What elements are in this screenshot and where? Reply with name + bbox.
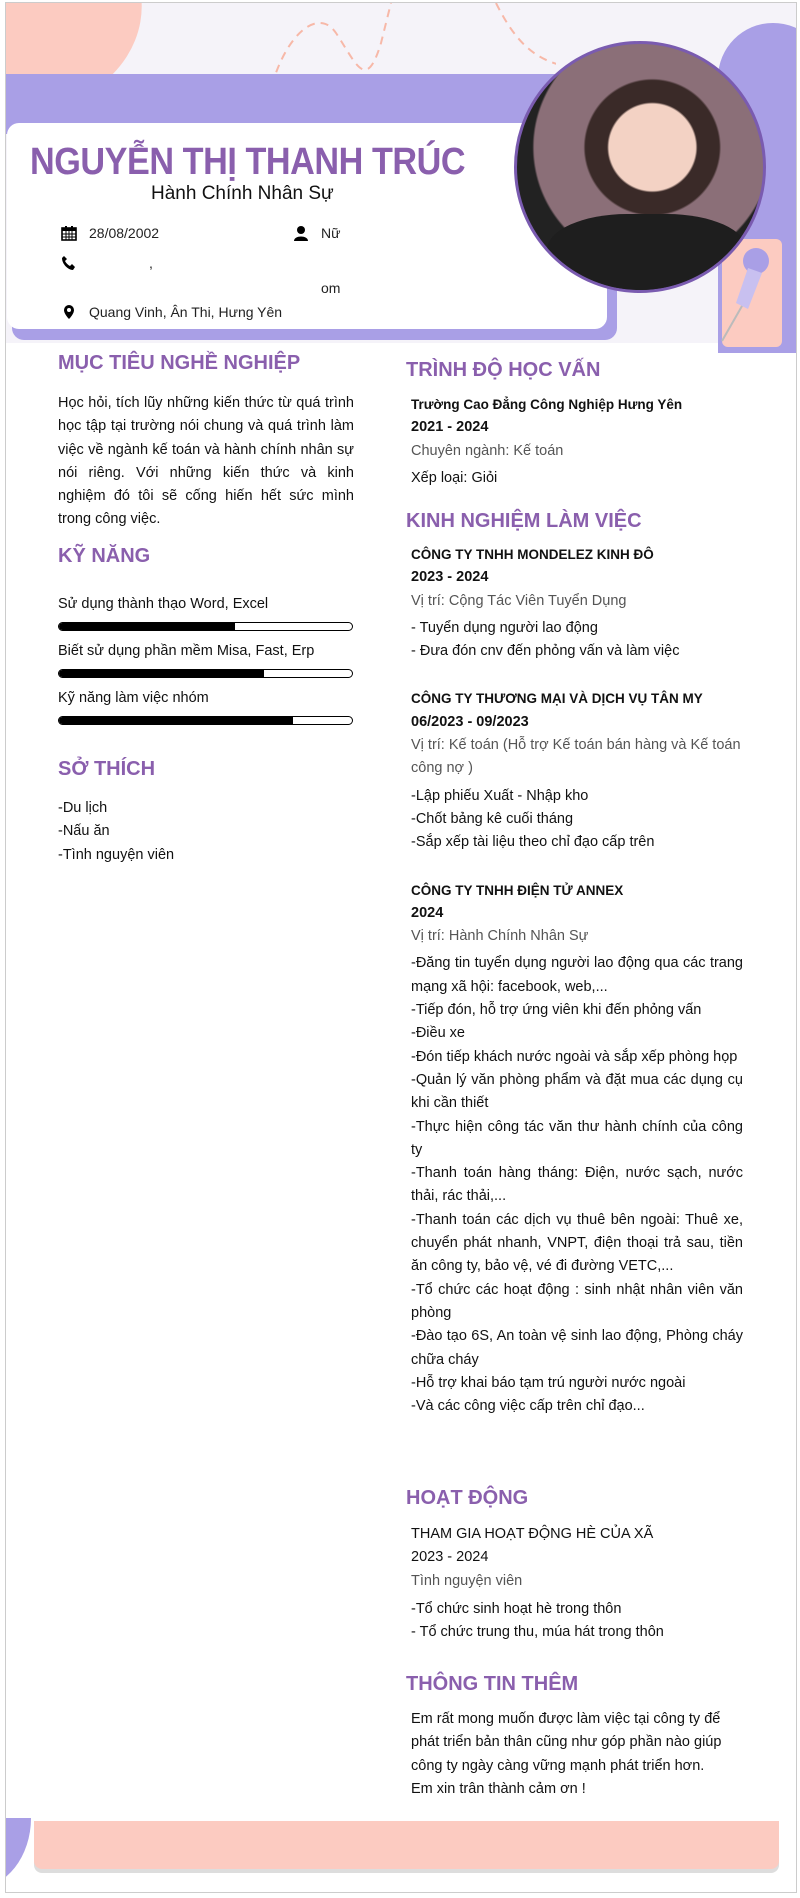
skill-bar — [58, 716, 353, 725]
job-task: -Quản lý văn phòng phẩm và đặt mua các dụng cụ khi cần thiết — [411, 1071, 743, 1112]
gender-value: Nữ — [321, 225, 341, 241]
job-task: -Thanh toán các dịch vụ thuê bên ngoài: Thuê xe, chuyển phát nhanh, VNPT, điện thoại trả sau, tiền ăn công ty, bảo vệ, vé đi đường VETC,... — [411, 1211, 743, 1275]
job-period: 06/2023 - 09/2023 — [411, 713, 529, 730]
experience-list — [411, 543, 743, 1418]
skills-heading: KỸ NĂNG — [58, 545, 151, 567]
objective-text: Học hỏi, tích lũy những kiến thức từ quá trình học tập tại trường nói chung và quá trình làm việc về ngành kế toán và hành chính nhân sự nói riêng. Với những kiến thức và kinh nghiệm đó tôi sẽ cống hiến hết sức mình trong công việc. — [58, 395, 354, 528]
job-entry — [411, 687, 743, 854]
job-entry — [411, 879, 743, 1419]
job-task: -Thực hiện công tác văn thư hành chính của công ty — [411, 1118, 743, 1158]
hobbies-heading: SỞ THÍCH — [58, 758, 156, 780]
activity-task: - Tổ chức trung thu, múa hát trong thôn — [411, 1624, 664, 1641]
phone-row — [61, 255, 153, 271]
job-position: Vị trí: Kế toán (Hỗ trợ Kế toán bán hàng và Kế toán công nợ ) — [411, 737, 741, 777]
job-task: - Đưa đón cnv đến phỏng vấn và làm việc — [411, 643, 680, 660]
job-task: -Hỗ trợ khai báo tạm trú người nước ngoài — [411, 1374, 686, 1391]
user-icon — [293, 225, 309, 241]
hobbies-list — [58, 797, 174, 867]
company-name: CÔNG TY TNHH MONDELEZ KINH ĐÔ — [411, 547, 654, 562]
education-rank: Xếp loại: Giỏi — [411, 469, 498, 486]
skill-label: Biết sử dụng phần mềm Misa, Fast, Erp — [58, 643, 315, 659]
skill-bar-fill — [59, 670, 264, 677]
gender-row — [293, 225, 340, 241]
activity-name: THAM GIA HOẠT ĐỘNG HÈ CỦA XÃ — [411, 1526, 654, 1542]
footer-purple-blob — [5, 1818, 31, 1888]
skill-bar-fill — [59, 717, 293, 724]
additional-text: Em rất mong muốn được làm việc tại công ty để phát triển bản thân cũng như góp phần nào giúp công ty ngày càng vững mạnh phát triển hơn. — [411, 1711, 722, 1774]
job-task: -Điều xe — [411, 1025, 465, 1042]
hobby-item: -Tình nguyện viên — [58, 846, 175, 863]
skill-label: Sử dụng thành thạo Word, Excel — [58, 596, 269, 612]
skill-bar-fill — [59, 623, 235, 630]
job-position: Vị trí: Hành Chính Nhân Sự — [411, 928, 589, 945]
additional-heading: THÔNG TIN THÊM — [406, 1673, 579, 1695]
job-task: -Sắp xếp tài liệu theo chỉ đạo cấp trên — [411, 834, 655, 851]
activity-entry — [411, 1523, 743, 1644]
activity-role: Tình nguyện viên — [411, 1572, 523, 1589]
job-title: Hành Chính Nhân Sự — [151, 183, 334, 204]
address-row — [61, 304, 282, 320]
calendar-icon — [61, 225, 77, 241]
job-task: -Và các công việc cấp trên chỉ đạo... — [411, 1398, 645, 1415]
activity-task: -Tổ chức sinh hoạt hè trong thôn — [411, 1600, 622, 1617]
email-value[interactable]: om — [321, 280, 341, 296]
phone-icon — [61, 255, 77, 271]
thanks-text: Em xin trân thành cảm ơn ! — [411, 1780, 586, 1797]
education-heading: TRÌNH ĐỘ HỌC VẤN — [406, 359, 601, 381]
school-name: Trường Cao Đẳng Công Nghiệp Hưng Yên — [411, 397, 683, 412]
objective-heading: MỤC TIÊU NGHỀ NGHIỆP — [58, 352, 301, 374]
job-position: Vị trí: Cộng Tác Viên Tuyển Dụng — [411, 592, 627, 609]
hobby-item: -Nấu ăn — [58, 823, 110, 840]
job-task: -Tổ chức các hoạt động : sinh nhật nhân viên văn phòng — [411, 1281, 743, 1321]
dob-value: 28/08/2002 — [89, 225, 160, 241]
skill-bar — [58, 669, 353, 678]
additional-info — [411, 1708, 743, 1801]
cv-page — [5, 2, 797, 1893]
job-task: -Đào tạo 6S, An toàn vệ sinh lao động, Phòng cháy chữa cháy — [411, 1328, 743, 1368]
skill-bar — [58, 622, 353, 631]
job-entry — [411, 543, 743, 663]
job-task: - Tuyển dụng người lao động — [411, 619, 598, 636]
job-task: -Chốt bảng kê cuối tháng — [411, 810, 574, 827]
candidate-name: NGUYỄN THỊ THANH TRÚC — [30, 141, 466, 183]
education-period: 2021 - 2024 — [411, 419, 489, 436]
skill-label: Kỹ năng làm việc nhóm — [58, 690, 209, 706]
education-entry — [411, 393, 746, 490]
address-value: Quang Vinh, Ân Thi, Hưng Yên — [89, 304, 283, 320]
job-task: -Đăng tin tuyển dụng người lao động qua các trang mạng xã hội: facebook, web,... — [411, 955, 743, 995]
job-task: -Thanh toán hàng tháng: Điện, nước sạch, nước thải, rác thải,... — [411, 1165, 743, 1205]
experience-heading: KINH NGHIỆM LÀM VIỆC — [406, 510, 642, 532]
job-task: -Tiếp đón, hỗ trợ ứng viên khi đến phỏng vấn — [411, 1002, 702, 1019]
location-pin-icon — [61, 304, 77, 320]
phone-value: , — [149, 255, 153, 271]
job-task: -Lập phiếu Xuất - Nhập kho — [411, 787, 589, 804]
pushpin-icon — [718, 243, 778, 343]
dob-row — [61, 225, 159, 241]
education-major: Chuyên ngành: Kế toán — [411, 442, 564, 459]
company-name: CÔNG TY THƯƠNG MẠI VÀ DỊCH VỤ TÂN MY — [411, 691, 703, 707]
job-period: 2023 - 2024 — [411, 569, 489, 586]
hobby-item: -Du lịch — [58, 800, 108, 816]
job-task: -Đón tiếp khách nước ngoài và sắp xếp phòng họp — [411, 1048, 738, 1065]
activity-period: 2023 - 2024 — [411, 1549, 489, 1566]
company-name: CÔNG TY TNHH ĐIỆN TỬ ANNEX — [411, 882, 624, 898]
activities-heading: HOẠT ĐỘNG — [406, 1487, 529, 1509]
footer-band — [34, 1821, 779, 1869]
job-period: 2024 — [411, 904, 444, 921]
